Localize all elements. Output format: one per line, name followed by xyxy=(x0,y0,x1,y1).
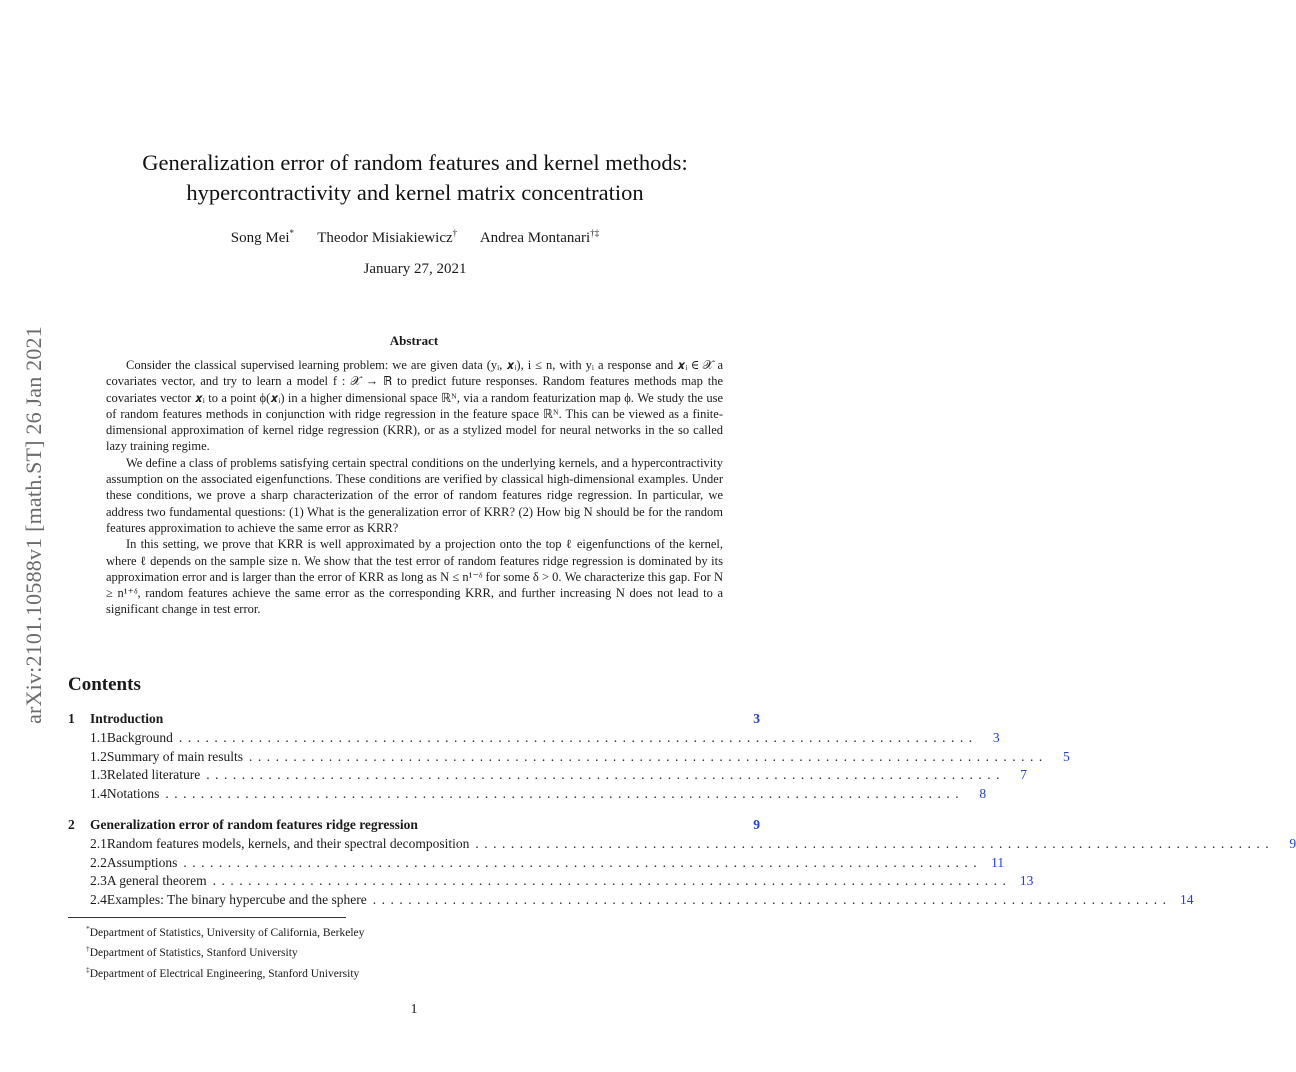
toc-label: Notations xyxy=(106,785,160,801)
toc-leader-dots: .......................................................................................... xyxy=(183,854,983,870)
toc-subsection-row[interactable] xyxy=(68,835,1296,854)
toc-section-row[interactable] xyxy=(68,816,760,835)
toc-number: 1.1 xyxy=(90,730,107,745)
publication-date: January 27, 2021 xyxy=(363,261,467,277)
author-mark: †‡ xyxy=(590,228,600,238)
footnote-text: Department of Statistics, University of California, Berkeley xyxy=(89,926,365,939)
author-list xyxy=(90,228,740,247)
author-name: Theodor Misiakiewicz xyxy=(317,230,453,246)
title-line-1: Generalization error of random features and kernel methods: xyxy=(142,150,688,175)
footnote-mark: † xyxy=(86,944,90,954)
abstract-paragraph: Consider the classical supervised learning problem: we are given data (yᵢ, 𝒙ᵢ), i ≤ n, with yᵢ a response and 𝒙ᵢ ∈ 𝒳 a covariates vector, and try to learn a model f : 𝒳 → ℝ to predict future responses. Random features methods map the covariates vector 𝒙ᵢ to a point ϕ(𝒙ᵢ) in a higher dimensional space ℝᴺ, via a random featurization map ϕ. We study the use of random features methods in conjunction with ridge regression in the feature space ℝᴺ. This can be viewed as a finite-dimensional approximation of kernel ridge regression (KRR), or as a stylized model for neural networks in the so called lazy training regime. xyxy=(106,358,723,454)
toc-number: 2.2 xyxy=(90,854,107,870)
abstract-paragraph: In this setting, we prove that KRR is well approximated by a projection onto the top ℓ eigenfunctions of the kernel, where ℓ depends on the sample size n. We show that the test error of random features ridge regression is dominated by its approximation error and is larger than the error of KRR as long as N ≤ n¹⁻ᵟ for some δ > 0. We characterize this gap. For N ≥ n¹⁺ᵟ, random features achieve the same error as the corresponding KRR, and further increasing N does not lead to a significant change in test error. xyxy=(106,537,723,617)
toc-page-link[interactable]: 9 xyxy=(753,817,760,832)
toc-page-link[interactable]: 3 xyxy=(753,711,760,726)
toc-number: 2.1 xyxy=(90,836,107,851)
toc-label: Related literature xyxy=(106,767,201,782)
toc-leader-dots: .......................................................................................... xyxy=(475,836,1275,851)
arxiv-identifier-stamp xyxy=(0,0,70,1072)
toc-subsection-row[interactable] xyxy=(68,766,1027,785)
footnote xyxy=(86,921,364,941)
toc-section-row[interactable] xyxy=(68,710,760,729)
toc-page-link[interactable]: 14 xyxy=(1180,891,1194,907)
author-name: Song Mei xyxy=(230,230,290,246)
toc-page-link[interactable]: 7 xyxy=(1020,767,1027,782)
toc-label: Examples: The binary hypercube and the sphere xyxy=(106,891,367,907)
toc-number: 2.4 xyxy=(90,891,107,907)
contents-heading: Contents xyxy=(68,674,141,695)
toc-label: Generalization error of random features ridge regression xyxy=(90,817,418,832)
toc-page-link[interactable]: 9 xyxy=(1289,836,1296,851)
toc-label: Background xyxy=(106,730,173,745)
toc-label: A general theorem xyxy=(106,873,207,888)
toc-subsection-row[interactable] xyxy=(68,748,1070,767)
author-name: Andrea Montanari xyxy=(479,230,591,246)
toc-subsection-row[interactable] xyxy=(68,785,987,804)
toc-page-link[interactable]: 8 xyxy=(979,785,987,801)
author-mark: † xyxy=(452,228,458,238)
toc-number: 1.4 xyxy=(90,785,107,801)
toc-leader-dots: .......................................................................................... xyxy=(372,891,1172,907)
abstract-paragraph: We define a class of problems satisfying certain spectral conditions on the underlying kernels, and a hypercontractivity assumption on the associated eigenfunctions. These conditions are verified by classical high-dimensional examples. Under these conditions, we prove a sharp characterization of the error of random features ridge regression. In particular, we address two fundamental questions: (1) What is the generalization error of KRR? (2) How big N should be for the random features approximation to achieve the same error as KRR? xyxy=(106,455,723,535)
footnote-mark: * xyxy=(86,924,90,933)
toc-leader-dots: .......................................................................................... xyxy=(178,730,978,745)
toc-number: 2.3 xyxy=(90,873,107,888)
toc-number: 1.2 xyxy=(90,748,107,764)
footnote xyxy=(86,941,364,961)
footnote-text: Department of Statistics, Stanford University xyxy=(89,947,298,960)
footnote xyxy=(86,962,364,982)
toc-subsection-row[interactable] xyxy=(68,729,1000,748)
table-of-contents xyxy=(68,710,1296,909)
footnotes xyxy=(86,921,364,982)
toc-leader-dots: .......................................................................................... xyxy=(165,785,965,801)
abstract-body xyxy=(106,357,723,618)
toc-page-link[interactable]: 11 xyxy=(991,854,1005,870)
paper-title xyxy=(90,148,740,208)
title-line-2: hypercontractivity and kernel matrix concentration xyxy=(186,180,644,205)
toc-subsection-row[interactable] xyxy=(68,854,1005,873)
toc-label: Assumptions xyxy=(106,854,178,870)
toc-number: 2 xyxy=(68,817,75,832)
footnote-text: Department of Electrical Engineering, Stanford University xyxy=(89,967,360,980)
author-mark: * xyxy=(289,228,295,238)
toc-subsection-row[interactable] xyxy=(68,891,1194,910)
abstract-heading: Abstract xyxy=(389,333,439,348)
toc-page-link[interactable]: 5 xyxy=(1062,748,1070,764)
toc-leader-dots: .......................................................................................... xyxy=(212,873,1012,888)
toc-label: Random features models, kernels, and their spectral decomposition xyxy=(106,836,470,851)
toc-number: 1.3 xyxy=(90,767,107,782)
toc-number: 1 xyxy=(68,711,75,726)
footnote-rule xyxy=(68,917,346,918)
toc-leader-dots: .......................................................................................... xyxy=(248,748,1048,764)
toc-page-link[interactable]: 3 xyxy=(992,730,1000,745)
toc-label: Introduction xyxy=(90,711,164,726)
footnote-mark: ‡ xyxy=(86,964,90,974)
toc-subsection-row[interactable] xyxy=(68,872,1034,891)
toc-label: Summary of main results xyxy=(106,748,243,764)
toc-leader-dots: .......................................................................................... xyxy=(206,767,1005,782)
arxiv-id-text: arXiv:2101.10588v1 [math.ST] 26 Jan 2021 xyxy=(21,326,46,724)
page-number: 1 xyxy=(410,1002,418,1017)
toc-page-link[interactable]: 13 xyxy=(1019,873,1034,888)
